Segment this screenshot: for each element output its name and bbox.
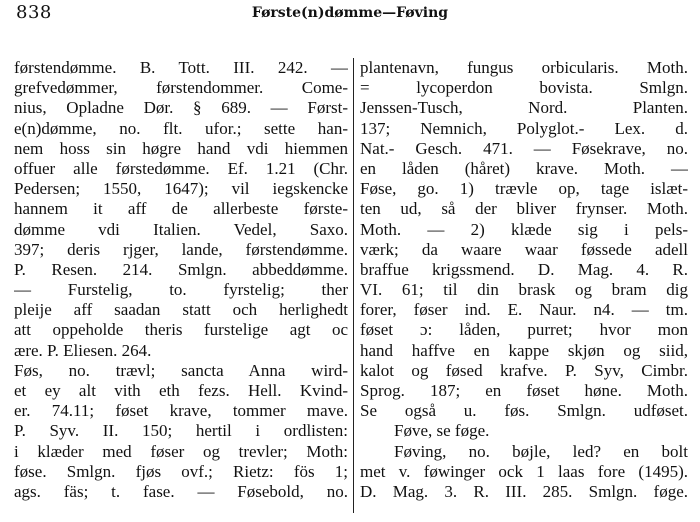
text-line: Jenssen-Tusch, Nord. Planten. — [360, 98, 688, 118]
text-line: nem hoss sin høgre hand vdi hiemmen — [14, 138, 348, 158]
text-line: Se også u. føs. Smlgn. udføset. — [360, 401, 688, 421]
text-line: dømme vdi Italien. Vedel, Saxo. — [14, 219, 348, 239]
text-line: værk; da waare waar føssede adell — [360, 239, 688, 259]
text-line: plantenavn, fungus orbicularis. Moth. — [360, 58, 688, 77]
column-divider — [353, 58, 354, 513]
text-line: førstendømme. B. Tott. III. 242. — — [14, 58, 348, 77]
text-line: Føse, go. 1) trævle op, tage islæt- — [360, 179, 688, 199]
text-line: nius, Opladne Dør. § 689. — Først- — [14, 98, 348, 118]
text-line: ære. P. Eliesen. 264. — [14, 340, 152, 360]
text-line: P. Resen. 214. Smlgn. abbeddømme. — [14, 259, 348, 279]
text-line: Moth. — 2) klæde sig i pels- — [360, 219, 688, 239]
text-line: Føs, no. trævl; sancta Anna wird- — [14, 360, 348, 380]
text-line: 397; deris rjger, lande, førstendømme. — [14, 239, 348, 259]
text-line: er. 74.11; føset krave, tommer mave. — [14, 401, 348, 421]
text-line: pleije aff saadan statt och herlighedt — [14, 300, 348, 320]
text-line: kalot og føsed krafve. P. Syv, Cimbr. — [360, 360, 688, 380]
text-line: 137; Nemnich, Polyglot.- Lex. d. — [360, 118, 688, 138]
text-line: Sprog. 187; en føset høne. Moth. — [360, 381, 688, 400]
right-column — [360, 58, 688, 518]
text-line: = lycoperdon bovista. Smlgn. — [360, 78, 688, 98]
text-line: føse. Smlgn. fjøs ovf.; Rietz: fös 1; — [14, 461, 348, 481]
text-line: ten ud, så der bliver frynser. Moth. — [360, 199, 688, 219]
text-line: forer, føser ind. E. Naur. n4. — tm. — [360, 300, 688, 320]
text-line: Føve, se føge. — [394, 421, 490, 441]
text-line: P. Syv. II. 150; hertil i ordlisten: — [14, 421, 348, 441]
text-line: ags. fäs; t. fase. — Føsebold, no. — [14, 481, 348, 501]
text-line: — Furstelig, to. fyrstelig; ther — [14, 280, 348, 300]
text-line: Føving, no. bøjle, led? en bolt — [394, 441, 688, 461]
text-line: en låden (håret) krave. Moth. — — [360, 158, 688, 178]
text-line: met v. føwinger ock 1 laas fore (1495). — [360, 461, 688, 481]
text-line: att oppeholde theris furstelige agt oc — [14, 320, 348, 340]
text-line: i klæder med føser og trevler; Moth: — [14, 441, 348, 461]
text-line: VI. 61; til din brask og bram dig — [360, 280, 688, 300]
text-line: braffue krigssmend. D. Mag. 4. R. — [360, 259, 688, 279]
text-line: føset ɔ: låden, purret; hvor mon — [360, 320, 688, 340]
text-line: Pedersen; 1550, 1647); vil iegskencke — [14, 179, 348, 199]
left-column — [14, 58, 348, 518]
text-line: offuer alle førstedømme. Ef. 1.21 (Chr. — [14, 158, 348, 178]
running-head: Første(n)dømme—Føving — [251, 5, 449, 21]
text-line: grefvedømmer, førstendommer. Come- — [14, 78, 348, 98]
text-line: Nat.- Gesch. 471. — Føsekrave, no. — [360, 138, 688, 158]
text-line: hannem it aff de allerbeste første- — [14, 199, 348, 219]
text-line: e(n)dømme, no. flt. ufor.; sette han- — [14, 118, 348, 138]
text-line: D. Mag. 3. R. III. 285. Smlgn. føge. — [360, 481, 688, 501]
text-line: hand haffve en kappe skjøn og siid, — [360, 340, 688, 360]
text-line: et ey alt vith eth fezs. Hell. Kvind- — [14, 381, 348, 400]
page-number: 838 — [16, 2, 52, 23]
